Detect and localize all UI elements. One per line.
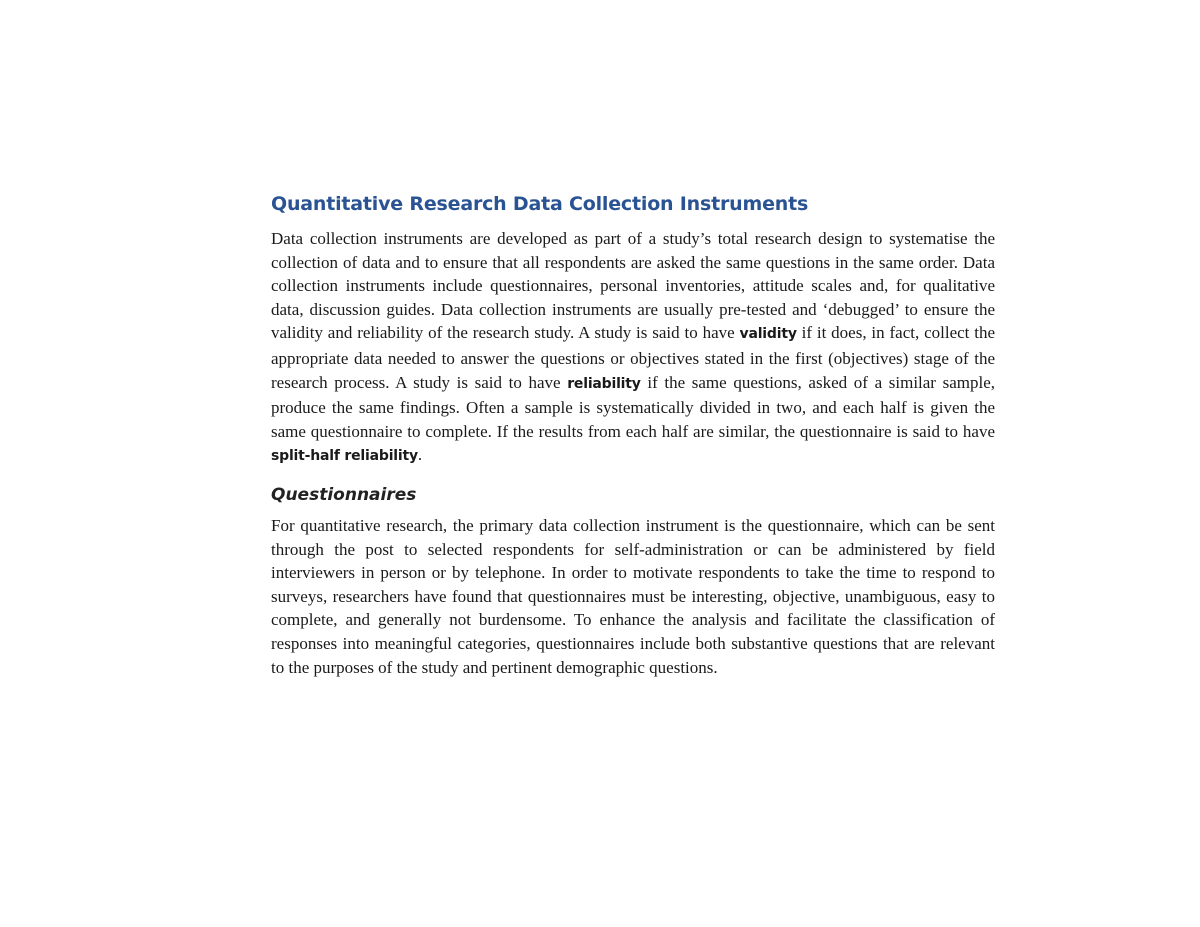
paragraph-text: if the same questions, asked of a similar sample, produce the same findings. Often a sample is systematically divided in two, and each half is given the same questionnaire to complete. If the results from each half are similar, the questionnaire is said to have <box>271 372 996 441</box>
document-page <box>271 193 995 679</box>
paragraph-end: . <box>417 445 423 465</box>
paragraph-text: Data collection instruments are developed as part of a study’s total research design to systematise the collection of data and to ensure that all respondents are asked the same questions in the same order. Data collection instruments include questionnaires, personal inventories, attitude scales and, for qualitative data, discussion guides. Data collection instruments are usually pre-tested and ‘debugged’ to ensure the validity and reliability of the research study. A study is said to have <box>271 229 995 343</box>
key-term-validity: validity <box>739 326 797 343</box>
key-term-split-half-reliability: split-half reliability <box>271 448 418 465</box>
section-paragraph <box>271 227 995 469</box>
section-heading: Quantitative Research Data Collection Instruments <box>271 193 809 215</box>
key-term-reliability: reliability <box>567 375 641 392</box>
paragraph-text: if it does, in fact, collect the appropriate data needed to answer the questions or objectives stated in the first (objectives) stage of the research process. A study is said to have <box>271 323 996 392</box>
subsection-paragraph: For quantitative research, the primary data collection instrument is the questionnaire, which can be sent through the post to selected respondents for self-administration or can be administered by field interviewers in person or by telephone. In order to motivate respondents to take the time to respond to surveys, researchers have found that questionnaires must be interesting, objective, unambiguous, easy to complete, and generally not burdensome. To enhance the analysis and facilitate the classification of responses into meaningful categories, questionnaires include both substantive questions that are relevant to the purposes of the study and pertinent demographic questions. <box>271 515 995 677</box>
subsection-heading: Questionnaires <box>271 484 417 505</box>
